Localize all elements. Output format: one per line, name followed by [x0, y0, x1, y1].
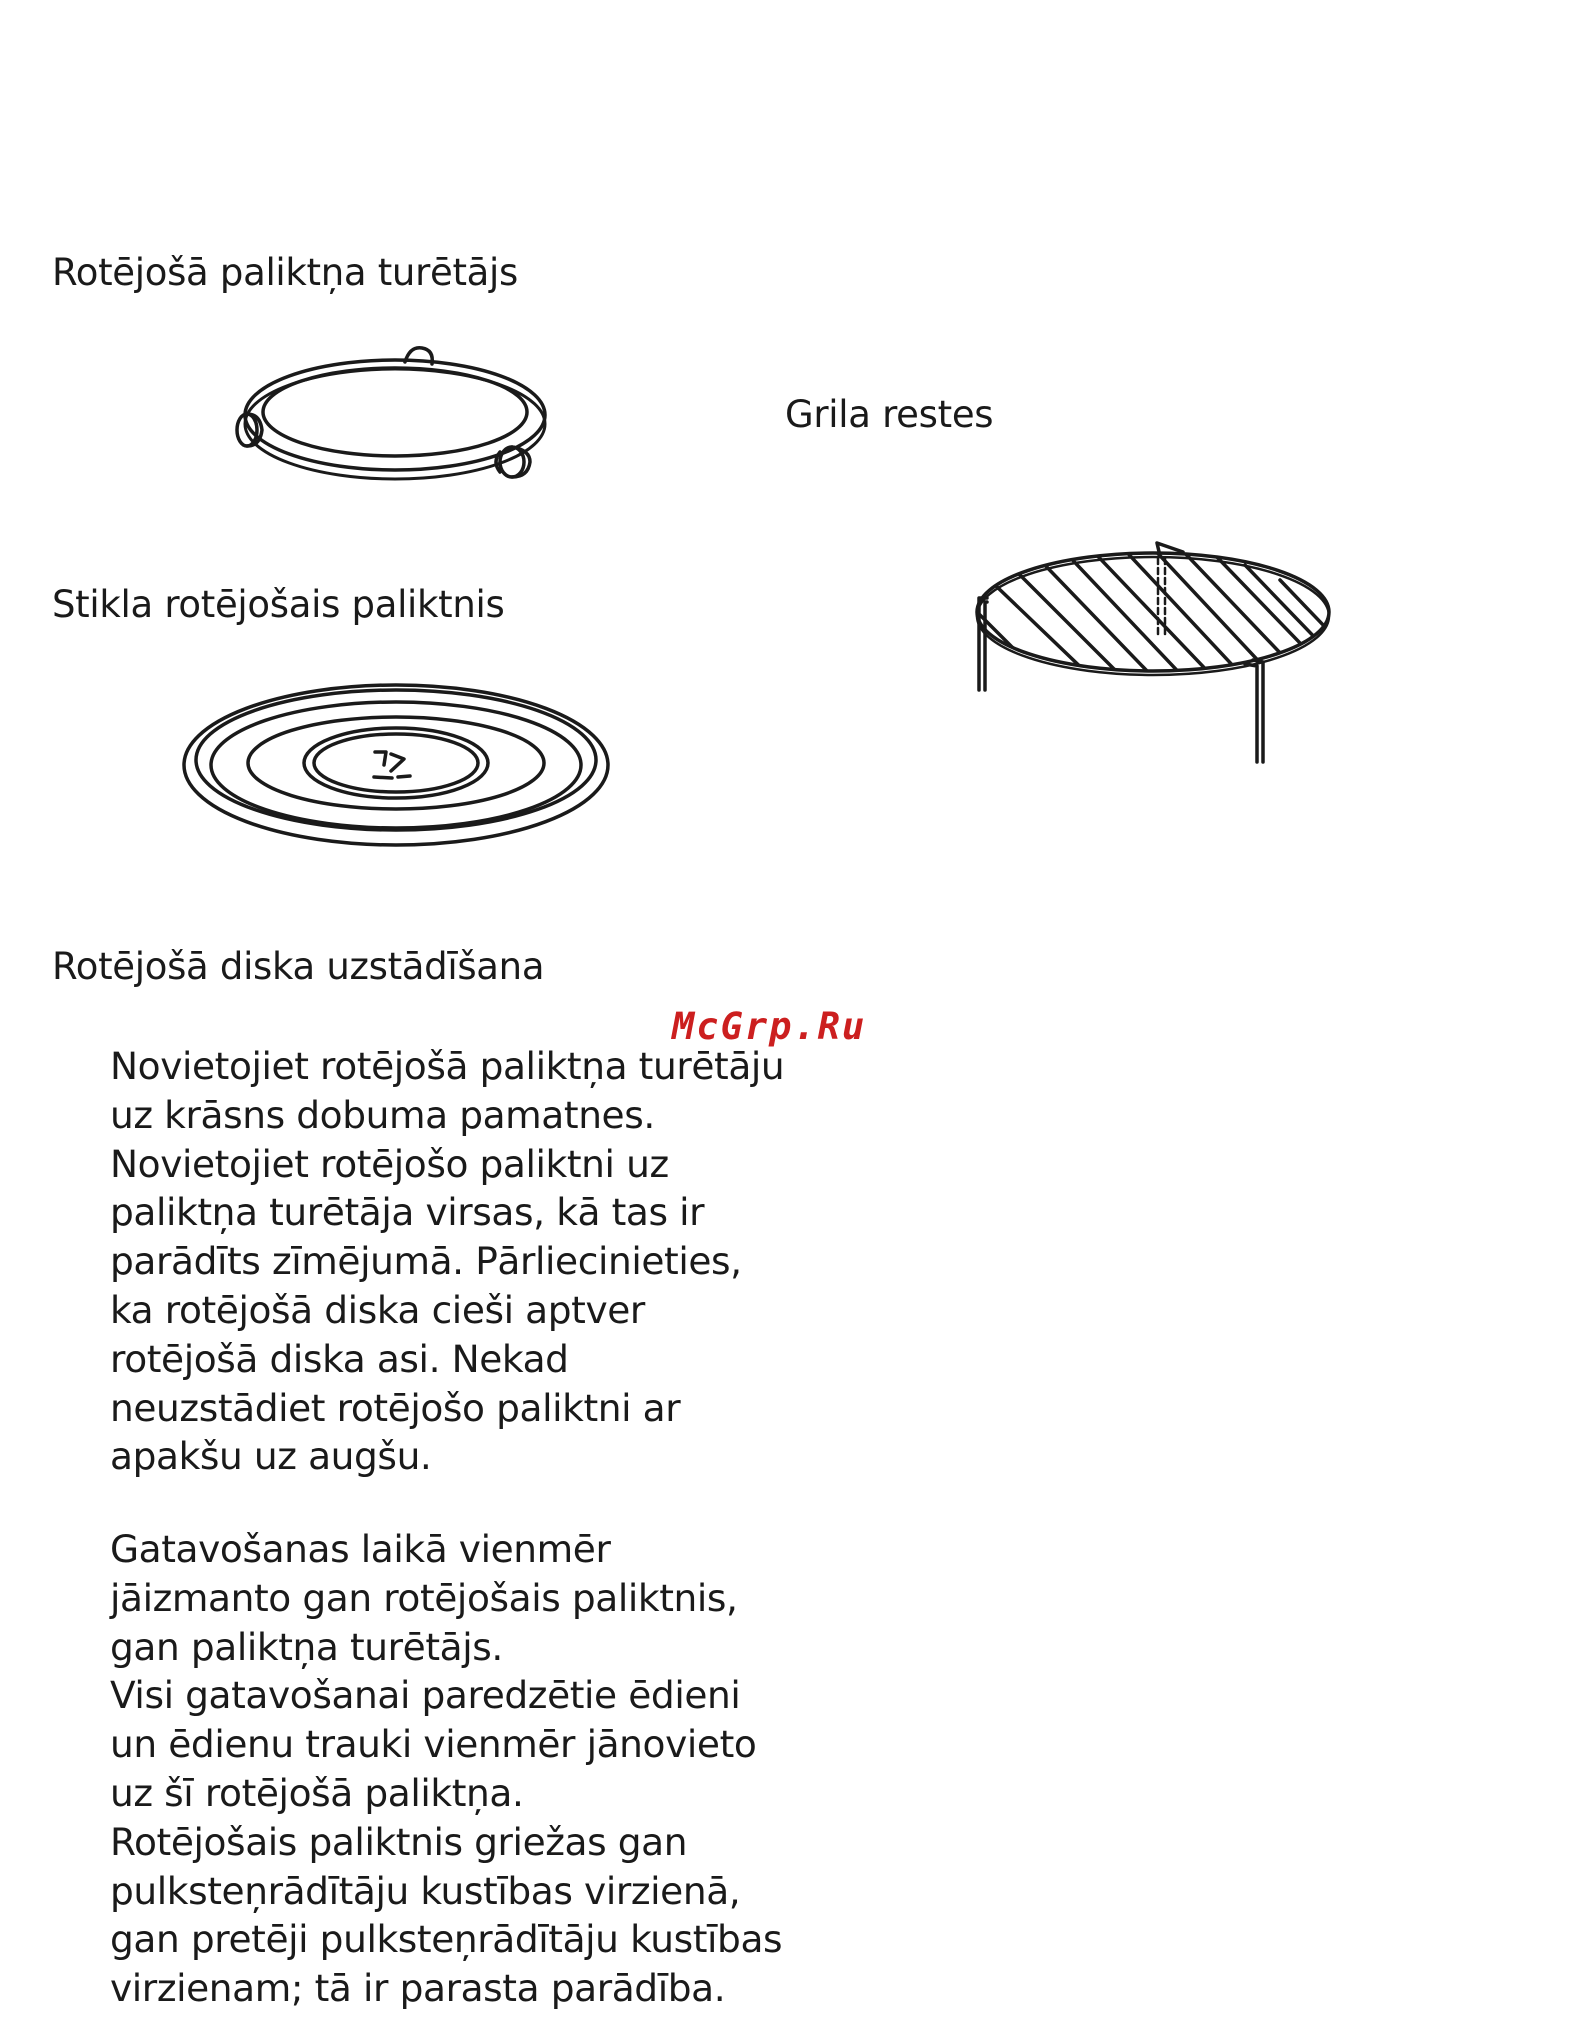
text-line: uz šī rotējošā paliktņa. [110, 1770, 524, 1815]
text-line: Novietojiet rotējošo paliktni uz [110, 1141, 669, 1186]
text-line: un ēdienu trauki vienmēr jānovieto [110, 1722, 757, 1767]
paragraph-usage-notes [110, 1525, 782, 2013]
heading-glass-tray: Stikla rotējošais paliktnis [52, 583, 505, 626]
text-line: Rotējošais paliktnis griežas gan [110, 1819, 688, 1864]
text-line: parādīts zīmējumā. Pārliecinieties, [110, 1239, 742, 1284]
text-line: paliktņa turētāja virsas, kā tas ir [110, 1190, 705, 1235]
text-line: neuzstādiet rotējošo paliktni ar [110, 1385, 681, 1430]
text-line: Novietojiet rotējošā paliktņa turētāju [110, 1044, 785, 1088]
text-line: apakšu uz augšu. [110, 1434, 432, 1479]
paragraph-installation-steps [110, 1042, 784, 1481]
text-line: Visi gatavošanai paredzētie ēdieni [110, 1673, 741, 1718]
roller-ring-illustration [230, 340, 560, 490]
grill-rack-illustration [935, 540, 1335, 770]
text-line: gan pretēji pulksteņrādītāju kustības [110, 1917, 783, 1962]
text-line: jāizmanto gan rotējošais paliktnis, [110, 1575, 738, 1620]
label-grill-rack: Grila restes [785, 393, 994, 436]
text-line: virzienam; tā ir parasta parādība. [110, 1966, 726, 2011]
text-line: rotējošā diska asi. Nekad [110, 1336, 569, 1381]
heading-installation: Rotējošā diska uzstādīšana [52, 945, 545, 988]
text-line: pulksteņrādītāju kustības virzienā, [110, 1868, 741, 1913]
text-line: ka rotējošā diska cieši aptver [110, 1287, 645, 1332]
text-line: Gatavošanas laikā vienmēr [110, 1527, 611, 1571]
watermark-logo: McGrp.Ru [672, 1005, 867, 1048]
heading-roller-ring: Rotējošā paliktņa turētājs [52, 251, 518, 294]
glass-tray-illustration [178, 675, 614, 855]
text-line: gan paliktņa turētājs. [110, 1624, 503, 1669]
text-line: uz krāsns dobuma pamatnes. [110, 1092, 655, 1137]
